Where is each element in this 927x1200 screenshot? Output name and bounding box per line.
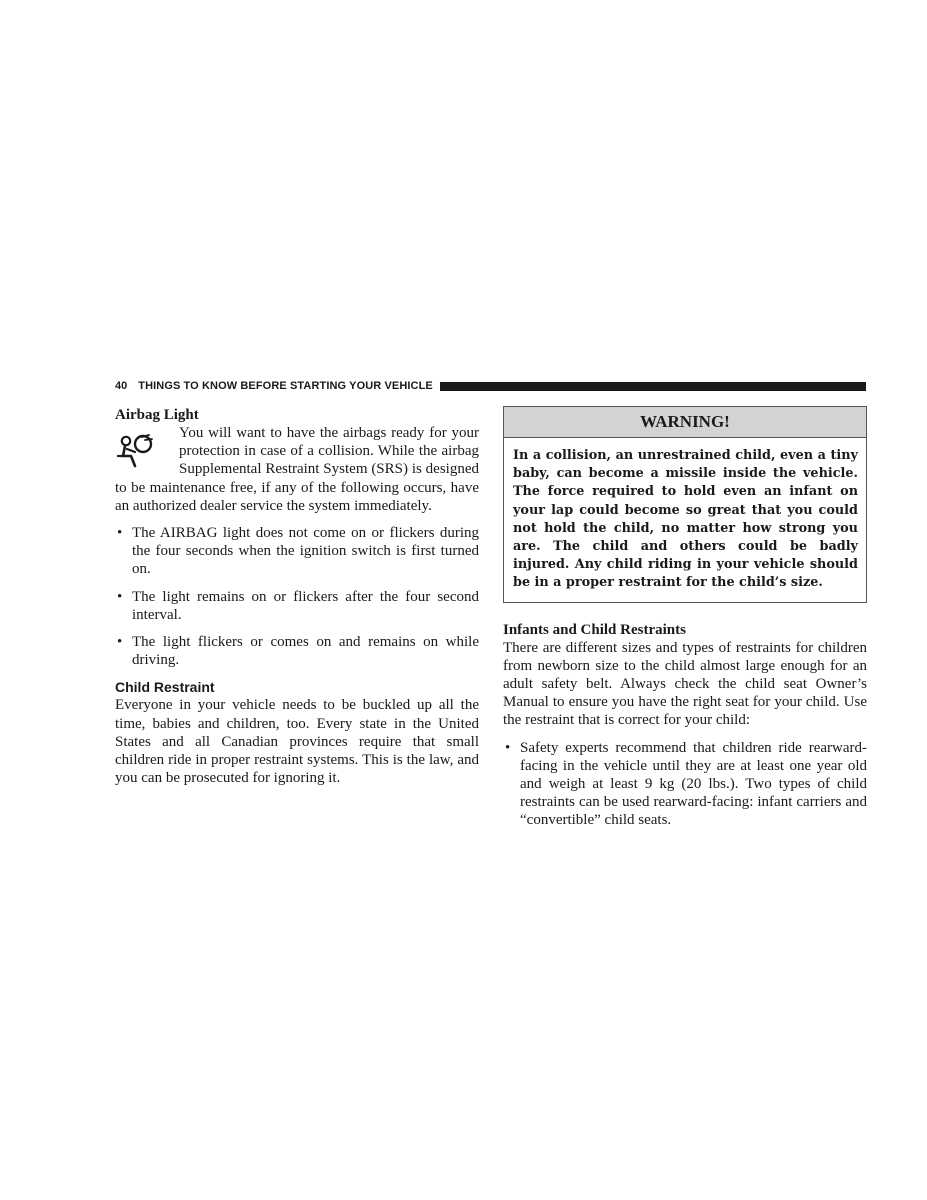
list-item: • The light flickers or comes on and remains on while driving. xyxy=(117,634,479,669)
list-item: • Safety experts recommend that children ride rearward-facing in the vehicle until they are at least one year old and weigh at least 9 kg (20 lbs.). Two types of child restraints can be used rearward-facing: infant carriers and “convertible” child seats. xyxy=(505,739,867,829)
header-rule xyxy=(440,382,866,391)
section-title: THINGS TO KNOW BEFORE STARTING YOUR VEHICLE xyxy=(138,380,433,392)
page-header xyxy=(115,379,866,393)
left-column xyxy=(115,406,479,787)
infants-bullet-list xyxy=(503,739,867,830)
warning-text: In a collision, an unrestrained child, even a tiny baby, can become a missile inside the vehicle. The force required to hold even an infant on your lap could become so great that you could not hold the child, no matter how strong you are. The child and others could be badly injured. Any child riding in your vehicle should be in a proper restraint for the child’s size. xyxy=(513,448,858,591)
warning-box xyxy=(503,406,867,603)
warning-title: WARNING! xyxy=(504,407,866,438)
child-restraint-paragraph: Everyone in your vehicle needs to be buckled up all the time, babies and children, too. Every state in the United States and all Canadian provinces require that small children ride in proper restraint systems. This is the law, and you can be prosecuted for ignoring it. xyxy=(115,697,479,787)
bullet-icon: • xyxy=(117,634,123,651)
airbag-light-heading: Airbag Light xyxy=(115,407,199,423)
bullet-icon: • xyxy=(117,588,123,605)
infants-heading: Infants and Child Restraints xyxy=(503,621,686,638)
infants-paragraph: There are different sizes and types of restraints for children from newborn size to the child almost large enough for an adult safety belt. Always check the child seat Owner’s Manual to ensure you have the right seat for your child. Use the restraint that is correct for your child: xyxy=(503,639,867,729)
page-number: 40 xyxy=(115,380,128,392)
list-item: • The AIRBAG light does not come on or flickers during the four seconds when the ignition switch is first turned on. xyxy=(117,525,479,578)
list-item: • The light remains on or flickers after the four second interval. xyxy=(117,588,479,623)
bullet-icon: • xyxy=(505,739,511,756)
airbag-warning-icon xyxy=(115,430,173,476)
airbag-bullet-list xyxy=(115,524,479,669)
right-column xyxy=(503,406,867,830)
child-restraint-heading: Child Restraint xyxy=(115,679,215,696)
airbag-paragraph: You will want to have the airbags ready for your protection in case of a collision. While the airbag Supplemental Restraint System (SRS) is designed to be maintenance free, if any of the following occurs, have an authorized dealer service the system immediately. xyxy=(115,425,479,514)
bullet-icon: • xyxy=(117,525,123,542)
